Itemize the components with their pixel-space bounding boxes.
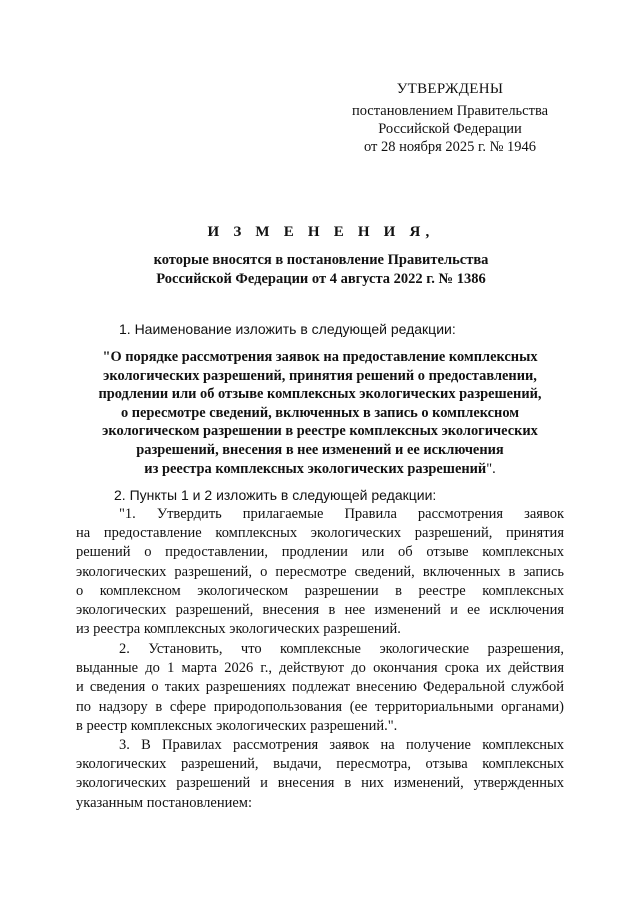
name-line: экологических разрешений, принятия решений о предоставлении, xyxy=(103,367,537,384)
paragraph-line: решений о предоставлении, продлении или об отзыве комплексных xyxy=(76,544,564,561)
paragraph-line: экологических разрешений, внесения в нее изменений и ее исключения xyxy=(76,602,564,619)
name-line: продлении или об отзыве комплексных экологических разрешений, xyxy=(98,386,542,403)
approval-line: постановлением Правительства xyxy=(351,103,549,119)
paragraph-point-1 xyxy=(76,505,564,639)
paragraph-point-2 xyxy=(76,640,564,736)
name-closing-quote: ". xyxy=(486,460,496,477)
new-resolution-name xyxy=(76,348,564,478)
paragraph-line: указанным постановлением: xyxy=(76,794,252,811)
paragraph-line: из реестра комплексных экологических разрешений. xyxy=(76,621,401,638)
approval-heading: УТВЕРЖДЕНЫ xyxy=(396,81,504,97)
approval-line: от 28 ноября 2025 г. № 1946 xyxy=(363,139,537,155)
paragraph-line: на предоставление комплексных экологических разрешений, принятия xyxy=(76,525,564,542)
paragraph-line: о комплексном экологическом разрешении в реестре комплексных xyxy=(76,582,564,599)
name-line: экологическом разрешении в реестре комплексных экологических xyxy=(102,423,538,440)
approval-stamp xyxy=(340,80,560,156)
name-line: из реестра комплексных экологических разрешений xyxy=(144,460,487,477)
item-1-text: 1. Наименование изложить в следующей редакции: xyxy=(119,321,456,337)
paragraph-line: "1. Утвердить прилагаемые Правила рассмотрения заявок xyxy=(119,506,564,522)
paragraph-line: и сведения о таких разрешениях подлежат внесению Федеральной службой xyxy=(76,679,564,696)
title-main: И З М Е Н Е Н И Я, xyxy=(207,224,435,240)
name-line: о пересмотре сведений, включенных в запись о комплексном xyxy=(120,404,520,421)
name-line: разрешений, внесения в нее изменений и ее исключения xyxy=(136,441,504,458)
paragraph-line: экологических разрешений, выдачи, пересмотра, отзыва комплексных xyxy=(76,756,564,773)
paragraph-line: экологических разрешений, о пересмотре сведений, включенных в запись xyxy=(76,563,564,580)
paragraph-line: 2. Установить, что комплексные экологические разрешения, xyxy=(119,641,564,657)
paragraph-line: выданные до 1 марта 2026 г., действуют до окончания срока их действия xyxy=(76,660,564,677)
title-subtitle-line: Российской Федерации от 4 августа 2022 г. № 1386 xyxy=(156,270,486,287)
paragraph-item-3 xyxy=(76,736,564,813)
document-title xyxy=(76,224,566,288)
item-2-text: 2. Пункты 1 и 2 изложить в следующей редакции: xyxy=(114,487,437,503)
name-line: "О порядке рассмотрения заявок на предоставление комплексных xyxy=(102,349,538,365)
name-line-last xyxy=(76,460,564,479)
paragraph-line: экологических разрешений и внесения в них изменений, утвержденных xyxy=(76,775,564,792)
paragraph-line: в реестр комплексных экологических разрешений.". xyxy=(76,717,398,734)
approval-line: Российской Федерации xyxy=(378,121,522,137)
paragraph-line: по надзору в сфере природопользования (ее территориальными органами) xyxy=(76,698,564,715)
paragraph-line: 3. В Правилах рассмотрения заявок на получение комплексных xyxy=(119,737,564,753)
title-subtitle-line: которые вносятся в постановление Правительства xyxy=(153,252,489,268)
